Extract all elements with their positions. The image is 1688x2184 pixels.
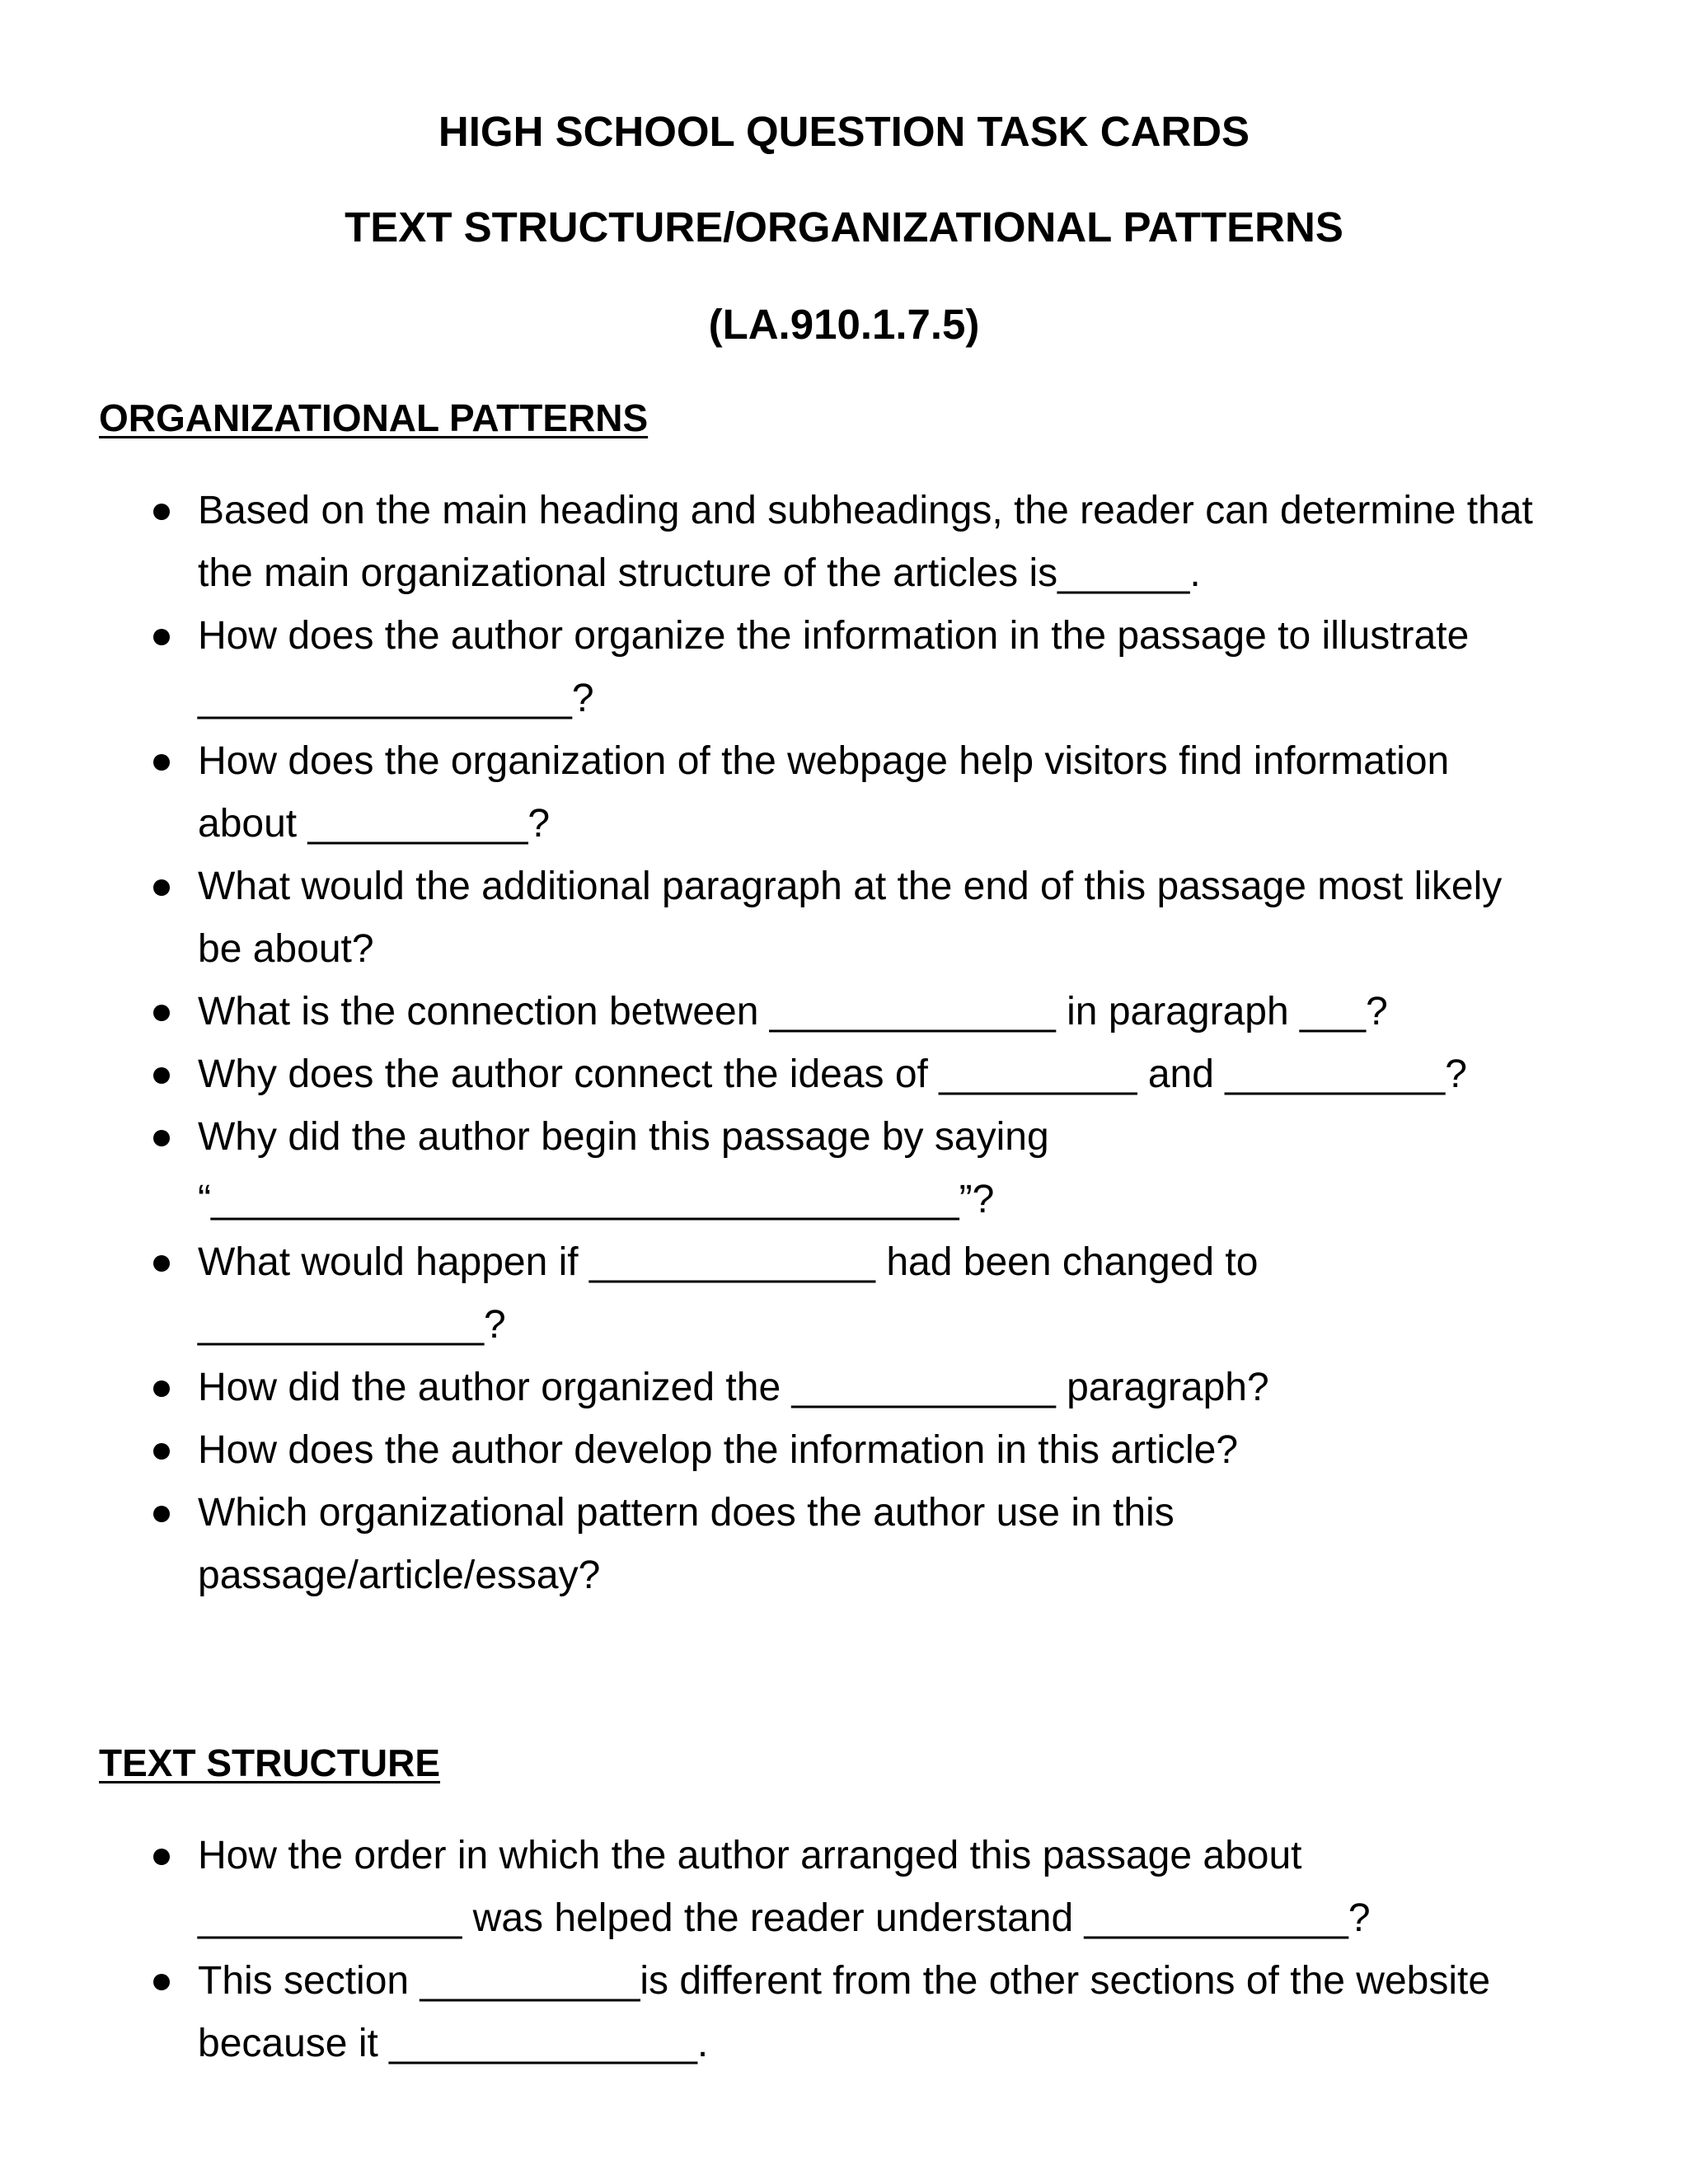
question-item: [0, 730, 1688, 855]
question-text: How did the author organized the ____________ paragraph?: [198, 1366, 1269, 1409]
question-item: [0, 1482, 1688, 1607]
question-item: [0, 1043, 1688, 1106]
question-text: What would the additional paragraph at the end of this passage most likely be about?: [198, 865, 1503, 971]
question-text: How the order in which the author arranged this passage about ____________ was helped the reader understand ____________?: [198, 1834, 1371, 1940]
question-text: This section __________is different from the other sections of the website because it ______________.: [198, 1959, 1491, 2065]
question-text: What is the connection between _____________ in paragraph ___?: [198, 990, 1388, 1033]
bullet-icon: [153, 504, 170, 520]
question-text: What would happen if _____________ had been changed to _____________?: [198, 1240, 1259, 1347]
question-item: [0, 1106, 1688, 1231]
bullet-icon: [153, 1506, 170, 1522]
question-item: [0, 1357, 1688, 1419]
bullet-icon: [153, 1130, 170, 1146]
question-text: How does the author develop the information in this article?: [198, 1428, 1239, 1472]
section-heading-text-structure: TEXT STRUCTURE: [99, 1741, 440, 1784]
text-structure-question-list: [0, 1825, 1688, 2075]
question-text: Based on the main heading and subheadings, the reader can determine that the main organizational structure of the articles is______.: [198, 489, 1533, 595]
bullet-icon: [153, 1849, 170, 1865]
bullet-icon: [153, 754, 170, 771]
document-title-line-2: TEXT STRUCTURE/ORGANIZATIONAL PATTERNS: [345, 204, 1343, 251]
question-text: How does the organization of the webpage help visitors find information about __________?: [198, 739, 1450, 846]
bullet-icon: [153, 1974, 170, 1990]
bullet-icon: [153, 1380, 170, 1397]
question-item: [0, 605, 1688, 730]
section-heading-organizational-patterns: ORGANIZATIONAL PATTERNS: [99, 396, 649, 439]
question-item: [0, 981, 1688, 1043]
question-item: [0, 855, 1688, 981]
bullet-icon: [153, 1255, 170, 1272]
document-title-line-1: HIGH SCHOOL QUESTION TASK CARDS: [438, 108, 1250, 155]
bullet-icon: [153, 1005, 170, 1021]
question-item: [0, 1825, 1688, 1950]
question-text: Which organizational pattern does the author use in this passage/article/essay?: [198, 1491, 1175, 1597]
question-item: [0, 1950, 1688, 2075]
question-text: Why does the author connect the ideas of _________ and __________?: [198, 1052, 1467, 1096]
question-text: How does the author organize the information in the passage to illustrate _________________?: [198, 614, 1470, 720]
question-text: Why did the author begin this passage by saying “__________________________________”?: [198, 1115, 1049, 1221]
organizational-patterns-question-list: [0, 480, 1688, 1607]
bullet-icon: [153, 1443, 170, 1460]
bullet-icon: [153, 629, 170, 645]
document-standard-code: (LA.910.1.7.5): [708, 301, 980, 348]
question-item: [0, 1231, 1688, 1357]
question-item: [0, 480, 1688, 605]
bullet-icon: [153, 879, 170, 896]
bullet-icon: [153, 1067, 170, 1084]
question-item: [0, 1419, 1688, 1482]
